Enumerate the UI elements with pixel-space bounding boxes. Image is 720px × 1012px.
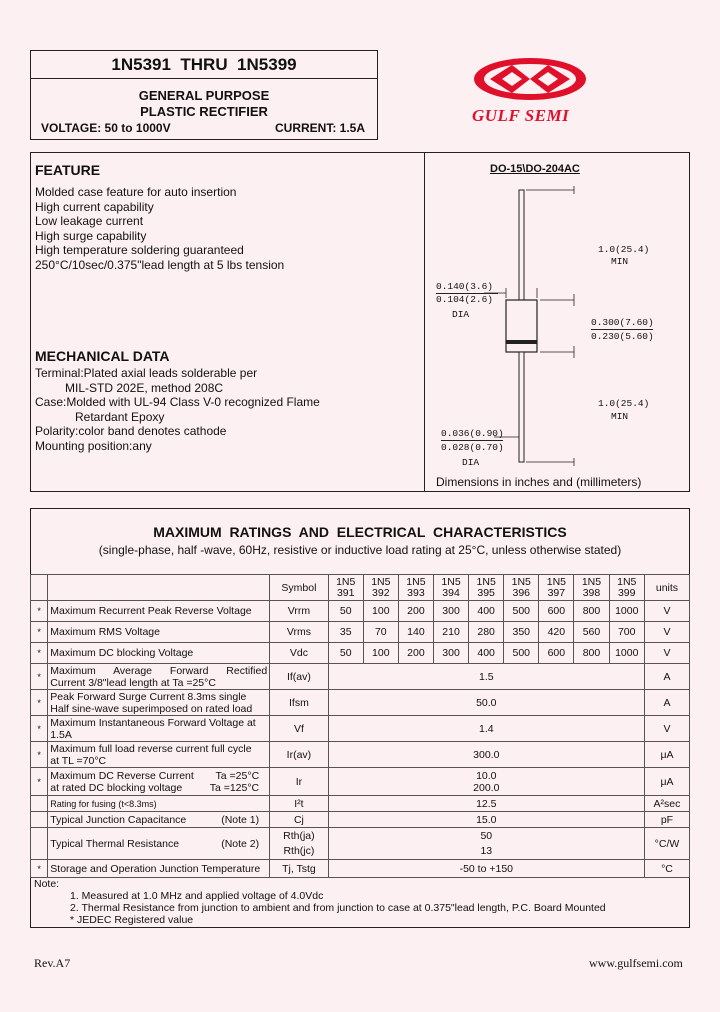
table-cell: 350 (504, 622, 539, 643)
table-cell: 15.0 (328, 812, 644, 828)
page-title: 1N5391 THRU 1N5399 (111, 55, 297, 74)
table-cell: 1000 (609, 643, 644, 664)
table-cell: °C/W (644, 828, 689, 860)
table-cell: Tj, Tstg (270, 860, 329, 878)
lead-dia-min: 0.028(0.70) (441, 442, 504, 453)
table-cell: 210 (433, 622, 468, 643)
mechanical-item: Retardant Epoxy (75, 409, 165, 424)
part-col: 1N5 399 (609, 575, 644, 601)
table-cell: 420 (539, 622, 574, 643)
table-cell: 50 (328, 601, 363, 622)
table-cell: 280 (469, 622, 504, 643)
table-cell: μA (644, 742, 689, 768)
table-cell: Ifsm (270, 690, 329, 716)
table-cell: * (31, 601, 48, 622)
body-dia-min: 0.104(2.6) (436, 294, 494, 305)
table-cell (31, 796, 48, 812)
table-row (31, 828, 690, 860)
diagram-caption: Dimensions in inches and (millimeters) (436, 475, 642, 489)
table-cell: 12.5 (328, 796, 644, 812)
mechanical-list (35, 366, 320, 454)
table-cell: Rth(ja) Rth(jc) (270, 828, 329, 860)
table-cell: 140 (398, 622, 433, 643)
part-col: 1N5 395 (469, 575, 504, 601)
table-cell: Vdc (270, 643, 329, 664)
body-dia-max: 0.140(3.6) (436, 281, 494, 292)
table-cell: 800 (574, 643, 609, 664)
feature-item: High current capability (35, 199, 154, 214)
table-cell: 600 (539, 601, 574, 622)
mechanical-item: Polarity:color band denotes cathode (35, 424, 227, 439)
table-cell: Cj (270, 812, 329, 828)
voltage-rating: VOLTAGE: 50 to 1000V (41, 121, 171, 135)
table-cell: * (31, 664, 48, 690)
body-dia-label: DIA (452, 309, 470, 320)
lead-dia-label: DIA (462, 457, 480, 468)
feature-item: High surge capability (35, 228, 147, 243)
table-cell: * (31, 643, 48, 664)
table-cell: 400 (469, 601, 504, 622)
table-row (31, 622, 690, 643)
table-cell: 100 (363, 601, 398, 622)
table-cell: Maximum DC blocking Voltage (48, 643, 270, 664)
table-cell: Peak Forward Surge Current 8.3ms single Half sine-wave superimposed on rated load (48, 690, 270, 716)
lead-length-top-min: MIN (611, 256, 629, 267)
table-cell: V (644, 716, 689, 742)
table-cell: * (31, 690, 48, 716)
mechanical-title: MECHANICAL DATA (35, 348, 170, 364)
body-length-max: 0.300(7.60) (591, 317, 654, 328)
table-cell: Ir (270, 768, 329, 796)
table-cell: 560 (574, 622, 609, 643)
table-cell: Vf (270, 716, 329, 742)
table-cell (31, 575, 48, 601)
table-cell (31, 812, 48, 828)
table-row (31, 742, 690, 768)
note-item: 2. Thermal Resistance from junction to ambient and from junction to case at 0.375"lead length, P.C. Board Mounted (70, 902, 606, 914)
part-col: 1N5 396 (504, 575, 539, 601)
table-cell: 50 (328, 643, 363, 664)
table-cell: 600 (539, 643, 574, 664)
table-cell: * (31, 622, 48, 643)
table-cell (48, 575, 270, 601)
part-col: 1N5 392 (363, 575, 398, 601)
table-cell: * (31, 742, 48, 768)
table-row (31, 690, 690, 716)
feature-item: Molded case feature for auto insertion (35, 185, 237, 199)
table-cell: V (644, 643, 689, 664)
current-rating: CURRENT: 1.5A (274, 121, 365, 135)
mechanical-item: Mounting position:any (35, 438, 152, 453)
lead-length-bottom-min: MIN (611, 411, 629, 422)
table-row (31, 768, 690, 796)
table-row (31, 601, 690, 622)
part-col: 1N5 397 (539, 575, 574, 601)
mechanical-item: Terminal:Plated axial leads solderable per (35, 366, 258, 380)
table-cell: 1.5 (328, 664, 644, 690)
table-cell: Typical Junction Capacitance (Note 1) (48, 812, 270, 828)
lead-dia-max: 0.036(0.90) (441, 428, 504, 439)
table-cell: A (644, 664, 689, 690)
gulf-semi-logo-icon (470, 56, 600, 102)
notes-title: Note: (34, 878, 60, 890)
table-cell: 800 (574, 601, 609, 622)
table-cell: -50 to +150 (328, 860, 644, 878)
part-col: 1N5 398 (574, 575, 609, 601)
table-cell: 500 (504, 643, 539, 664)
table-cell: Ir(av) (270, 742, 329, 768)
logo-text: GULF SEMI (472, 106, 570, 125)
feature-item: High temperature soldering guaranteed (35, 243, 244, 258)
table-row (31, 716, 690, 742)
table-row (31, 643, 690, 664)
mechanical-item: MIL-STD 202E, method 208C (65, 380, 224, 395)
table-cell: 35 (328, 622, 363, 643)
table-cell: 1.4 (328, 716, 644, 742)
body-length-min: 0.230(5.60) (591, 331, 654, 342)
revision: Rev.A7 (34, 956, 71, 970)
table-cell: 1000 (609, 601, 644, 622)
lead-length-bottom: 1.0(25.4) (598, 398, 650, 409)
table-cell: I²t (270, 796, 329, 812)
table-cell: pF (644, 812, 689, 828)
table-cell: 50 13 (328, 828, 644, 860)
package-label: DO-15\DO-204AC (490, 163, 580, 175)
table-cell: A (644, 690, 689, 716)
table-row (31, 664, 690, 690)
ratings-title: MAXIMUM RATINGS AND ELECTRICAL CHARACTERISTICS (153, 524, 567, 540)
table-cell: If(av) (270, 664, 329, 690)
part-col: 1N5 391 (328, 575, 363, 601)
lead-length-top: 1.0(25.4) (598, 244, 650, 255)
table-cell: V (644, 601, 689, 622)
table-cell: 70 (363, 622, 398, 643)
table-cell: Vrms (270, 622, 329, 643)
units-header: units (644, 575, 689, 601)
table-row (31, 860, 690, 878)
company-logo (470, 56, 600, 130)
table-cell: Maximum full load reverse current full cycle at TL =70°C (48, 742, 270, 768)
table-cell: V (644, 622, 689, 643)
table-cell: 700 (609, 622, 644, 643)
table-cell (31, 828, 48, 860)
table-cell: A²sec (644, 796, 689, 812)
ratings-subtitle: (single-phase, half -wave, 60Hz, resistive or inductive load rating at 25°C, unless otherwise stated) (98, 543, 622, 557)
table-cell: Vrrm (270, 601, 329, 622)
table-cell: * (31, 768, 48, 796)
website-link[interactable]: www.gulfsemi.com (589, 956, 683, 970)
mechanical-item: Case:Molded with UL-94 Class V-0 recognized Flame (35, 395, 320, 410)
table-cell: Maximum Recurrent Peak Reverse Voltage (48, 601, 270, 622)
feature-list (35, 185, 284, 273)
table-cell: * (31, 860, 48, 878)
note-item: 1. Measured at 1.0 MHz and applied voltage of 4.0Vdc (70, 890, 324, 902)
table-cell: °C (644, 860, 689, 878)
table-cell: 200 (398, 643, 433, 664)
table-cell: 10.0 200.0 (328, 768, 644, 796)
table-cell: 300 (433, 643, 468, 664)
symbol-header: Symbol (270, 575, 329, 601)
table-cell: 300.0 (328, 742, 644, 768)
table-cell: * (31, 716, 48, 742)
table-header-row (31, 575, 690, 601)
table-cell: Storage and Operation Junction Temperature (48, 860, 270, 878)
table-cell: Rating for fusing (t<8.3ms) (48, 796, 270, 812)
table-cell: Maximum DC Reverse Current Ta =25°C at rated DC blocking voltage Ta =125°C (48, 768, 270, 796)
table-row (31, 812, 690, 828)
note-item: * JEDEC Registered value (70, 914, 194, 926)
table-cell: 300 (433, 601, 468, 622)
header-line1: GENERAL PURPOSE (138, 88, 270, 103)
table-cell: Maximum Average Forward Rectified Current 3/8"lead length at Ta =25°C (48, 664, 270, 690)
table-cell: 50.0 (328, 690, 644, 716)
table-cell: μA (644, 768, 689, 796)
table-cell: 400 (469, 643, 504, 664)
feature-item: Low leakage current (35, 214, 144, 229)
part-col: 1N5 393 (398, 575, 433, 601)
table-cell: Maximum RMS Voltage (48, 622, 270, 643)
table-cell: Maximum Instantaneous Forward Voltage at 1.5A (48, 716, 270, 742)
table-cell: 100 (363, 643, 398, 664)
table-cell: 200 (398, 601, 433, 622)
feature-item: 250°C/10sec/0.375"lead length at 5 lbs tension (35, 257, 285, 272)
header-box (30, 50, 378, 140)
part-col: 1N5 394 (433, 575, 468, 601)
header-line2: PLASTIC RECTIFIER (140, 104, 268, 119)
table-row (31, 796, 690, 812)
table-cell: Typical Thermal Resistance (Note 2) (48, 828, 270, 860)
table-cell: 500 (504, 601, 539, 622)
feature-title: FEATURE (35, 162, 101, 178)
ratings-table (30, 574, 690, 878)
